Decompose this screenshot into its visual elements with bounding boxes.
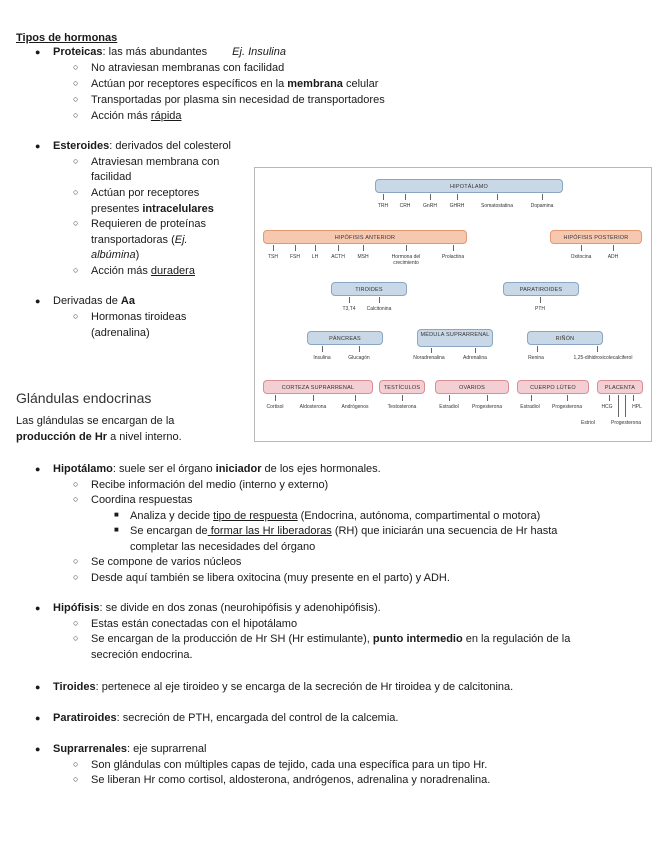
list-item: Atraviesan membrana con bbox=[91, 156, 220, 168]
hormone-label: Progesterona bbox=[471, 404, 503, 410]
connector bbox=[313, 395, 314, 401]
box-hipofisis-posterior: HIPÓFISIS POSTERIOR bbox=[550, 230, 642, 244]
endocrine-glands-diagram bbox=[254, 167, 652, 442]
connector bbox=[531, 395, 532, 401]
paratiroides-line: Paratiroides: secreción de PTH, encargada del control de la calcemia. bbox=[53, 712, 399, 724]
tiroides-line: Tiroides: pertenece al eje tiroideo y se encarga de la secreción de Hr tiroidea y de calcitonina. bbox=[53, 681, 514, 693]
hormone-label: Adrenalina bbox=[463, 355, 487, 361]
proteicas-example: Ej. Insulina bbox=[232, 46, 286, 58]
connector bbox=[363, 245, 364, 251]
section-title-tipos: Tipos de hormonas bbox=[16, 32, 118, 44]
hormone-label: Noradrenalina bbox=[413, 355, 445, 361]
hormone-label: TRH bbox=[377, 203, 389, 209]
list-item-cont: completar las necesidades del órgano bbox=[130, 541, 316, 553]
hormone-label: ADH bbox=[607, 254, 619, 260]
hormone-label: TSH bbox=[268, 254, 278, 260]
circle-bullet-icon: ○ bbox=[73, 311, 79, 321]
list-item-cont: transportadoras (Ej. bbox=[91, 234, 188, 246]
bullet-icon: ● bbox=[35, 744, 41, 754]
box-hipotalamo: HIPOTÁLAMO bbox=[375, 179, 563, 193]
connector bbox=[487, 395, 488, 401]
connector bbox=[581, 245, 582, 251]
list-item: Transportadas por plasma sin necesidad de transportadores bbox=[91, 94, 385, 106]
bullet-icon: ● bbox=[35, 296, 41, 306]
list-item: Estas están conectadas con el hipotálamo bbox=[91, 618, 298, 630]
list-item: Analiza y decide tipo de respuesta (Endocrina, autónoma, compartimental o motora) bbox=[130, 510, 541, 522]
hormone-label: Insulina bbox=[313, 355, 331, 361]
hipotalamo-line: Hipotálamo: suele ser el órgano iniciador de los ejes hormonales. bbox=[53, 463, 381, 475]
list-item: Se encargan de la producción de Hr SH (Hr estimulante), punto intermedio en la regulación de la bbox=[91, 633, 571, 645]
bullet-icon: ● bbox=[35, 603, 41, 613]
connector bbox=[597, 346, 598, 352]
bullet-icon: ● bbox=[35, 713, 41, 723]
box-medula-suprarrenal: MÉDULA SUPRARRENAL bbox=[417, 329, 493, 347]
connector bbox=[453, 245, 454, 251]
square-bullet-icon: ■ bbox=[114, 525, 119, 534]
box-testiculos: TESTÍCULOS bbox=[379, 380, 425, 394]
hormone-label: MSH bbox=[357, 254, 369, 260]
list-item-cont: facilidad bbox=[91, 171, 132, 183]
circle-bullet-icon: ○ bbox=[73, 494, 79, 504]
list-item-cont: presentes intracelulares bbox=[91, 203, 214, 215]
list-item-cont: secreción endocrina. bbox=[91, 649, 193, 661]
list-item-cont: (adrenalina) bbox=[91, 327, 150, 339]
circle-bullet-icon: ○ bbox=[73, 110, 79, 120]
hormone-label: Oxitocina bbox=[570, 254, 592, 260]
circle-bullet-icon: ○ bbox=[73, 633, 79, 643]
hormone-label: Glucagón bbox=[348, 355, 370, 361]
box-hipofisis-anterior: HIPÓFISIS ANTERIOR bbox=[263, 230, 467, 244]
connector bbox=[275, 395, 276, 401]
list-item: Acción más rápida bbox=[91, 110, 182, 122]
hormone-label: Progesterona bbox=[551, 404, 583, 410]
box-paratiroides: PARATIROIDES bbox=[503, 282, 579, 296]
hormone-label: ACTH bbox=[331, 254, 345, 260]
list-item: No atraviesan membranas con facilidad bbox=[91, 62, 285, 74]
list-item-cont: albúmina) bbox=[91, 249, 140, 261]
box-rinon: RIÑÓN bbox=[527, 331, 603, 345]
circle-bullet-icon: ○ bbox=[73, 759, 79, 769]
hormone-label: Progesterona bbox=[610, 420, 642, 426]
hormone-label: Renina bbox=[528, 355, 544, 361]
hormone-label: Prolactina bbox=[441, 254, 465, 260]
connector bbox=[497, 194, 498, 200]
connector bbox=[322, 346, 323, 352]
list-item: Recibe información del medio (interno y externo) bbox=[91, 479, 329, 491]
circle-bullet-icon: ○ bbox=[73, 187, 79, 197]
connector bbox=[315, 245, 316, 251]
connector bbox=[338, 245, 339, 251]
connector bbox=[542, 194, 543, 200]
list-item: Actúan por receptores específicos en la membrana celular bbox=[91, 78, 379, 90]
hormone-label: T3,T4 bbox=[342, 306, 356, 312]
connector bbox=[430, 194, 431, 200]
hormone-label: Estradiol bbox=[439, 404, 459, 410]
hormone-label: HCG bbox=[601, 404, 613, 410]
list-item: Desde aquí también se libera oxitocina (muy presente en el parto) y ADH. bbox=[91, 572, 450, 584]
list-item: Requieren de proteínas bbox=[91, 218, 206, 230]
glands-intro-cont: producción de Hr a nivel interno. bbox=[16, 431, 182, 443]
connector bbox=[273, 245, 274, 251]
hormone-label: Somatostatina bbox=[481, 203, 513, 209]
bullet-icon: ● bbox=[35, 141, 41, 151]
circle-bullet-icon: ○ bbox=[73, 774, 79, 784]
hormone-label: Calcitonina bbox=[366, 306, 392, 312]
hormone-label: Estradiol bbox=[520, 404, 540, 410]
connector bbox=[457, 194, 458, 200]
connector bbox=[625, 395, 626, 417]
circle-bullet-icon: ○ bbox=[73, 156, 79, 166]
hipofisis-line: Hipófisis: se divide en dos zonas (neurohipófisis y adenohipófisis). bbox=[53, 602, 381, 614]
list-item: Se compone de varios núcleos bbox=[91, 556, 242, 568]
list-item: Actúan por receptores bbox=[91, 187, 200, 199]
connector bbox=[355, 395, 356, 401]
connector bbox=[609, 395, 610, 401]
circle-bullet-icon: ○ bbox=[73, 78, 79, 88]
connector bbox=[406, 245, 407, 251]
connector bbox=[540, 297, 541, 303]
hormone-label: Cortisol bbox=[266, 404, 284, 410]
circle-bullet-icon: ○ bbox=[73, 265, 79, 275]
box-tiroides: TIROIDES bbox=[331, 282, 407, 296]
circle-bullet-icon: ○ bbox=[73, 218, 79, 228]
connector bbox=[295, 245, 296, 251]
connector bbox=[359, 346, 360, 352]
section-title-glandulas: Glándulas endocrinas bbox=[16, 390, 152, 406]
connector bbox=[618, 395, 619, 417]
bullet-icon: ● bbox=[35, 464, 41, 474]
connector bbox=[475, 348, 476, 353]
hormone-label: Hormona del crecimiento bbox=[391, 254, 421, 266]
box-corteza-suprarrenal: CORTEZA SUPRARRENAL bbox=[263, 380, 373, 394]
connector bbox=[383, 194, 384, 200]
circle-bullet-icon: ○ bbox=[73, 94, 79, 104]
list-item: Se encargan de formar las Hr liberadoras (RH) que iniciarán una secuencia de Hr hasta bbox=[130, 525, 558, 537]
connector bbox=[349, 297, 350, 303]
hormone-label: PTH bbox=[535, 306, 545, 312]
hormone-label: Andrógenos bbox=[341, 404, 369, 410]
hormone-label: 1,25-dihidroxicolecalciferol bbox=[573, 355, 633, 361]
proteicas-line: Proteicas: las más abundantes Ej. Insulina bbox=[53, 46, 286, 58]
hormone-label: Estriol bbox=[581, 420, 595, 426]
list-item: Se liberan Hr como cortisol, aldosterona, andrógenos, adrenalina y noradrenalina. bbox=[91, 774, 491, 786]
circle-bullet-icon: ○ bbox=[73, 618, 79, 628]
circle-bullet-icon: ○ bbox=[73, 556, 79, 566]
list-item: Hormonas tiroideas bbox=[91, 311, 187, 323]
glands-intro: Las glándulas se encargan de la bbox=[16, 415, 175, 427]
derivadas-line: Derivadas de Aa bbox=[53, 295, 135, 307]
box-ovarios: OVARIOS bbox=[435, 380, 509, 394]
list-item: Son glándulas con múltiples capas de tejido, cada una específica para un tipo Hr. bbox=[91, 759, 488, 771]
connector bbox=[613, 245, 614, 251]
suprarrenales-line: Suprarrenales: eje suprarrenal bbox=[53, 743, 207, 755]
connector bbox=[402, 395, 403, 401]
connector bbox=[633, 395, 634, 401]
connector bbox=[537, 346, 538, 352]
circle-bullet-icon: ○ bbox=[73, 479, 79, 489]
list-item: Acción más duradera bbox=[91, 265, 195, 277]
esteroides-line: Esteroides: derivados del colesterol bbox=[53, 140, 231, 152]
bullet-icon: ● bbox=[35, 682, 41, 692]
connector bbox=[449, 395, 450, 401]
connector bbox=[567, 395, 568, 401]
hormone-label: FSH bbox=[290, 254, 300, 260]
hormone-label: Dopamina bbox=[530, 203, 554, 209]
connector bbox=[405, 194, 406, 200]
circle-bullet-icon: ○ bbox=[73, 572, 79, 582]
hormone-label: HPL bbox=[632, 404, 642, 410]
square-bullet-icon: ■ bbox=[114, 510, 119, 519]
box-pancreas: PÁNCREAS bbox=[307, 331, 383, 345]
circle-bullet-icon: ○ bbox=[73, 62, 79, 72]
connector bbox=[431, 348, 432, 353]
hormone-label: CRH bbox=[399, 203, 411, 209]
hormone-label: GnRH bbox=[423, 203, 437, 209]
bullet-icon: ● bbox=[35, 47, 41, 57]
hormone-label: LH bbox=[311, 254, 319, 260]
box-placenta: PLACENTA bbox=[597, 380, 643, 394]
box-cuerpo-luteo: CUERPO LÚTEO bbox=[517, 380, 589, 394]
hormone-label: Testosterona bbox=[387, 404, 417, 410]
list-item: Coordina respuestas bbox=[91, 494, 193, 506]
hormone-label: GHRH bbox=[449, 203, 465, 209]
connector bbox=[379, 297, 380, 303]
hormone-label: Aldosterona bbox=[299, 404, 327, 410]
